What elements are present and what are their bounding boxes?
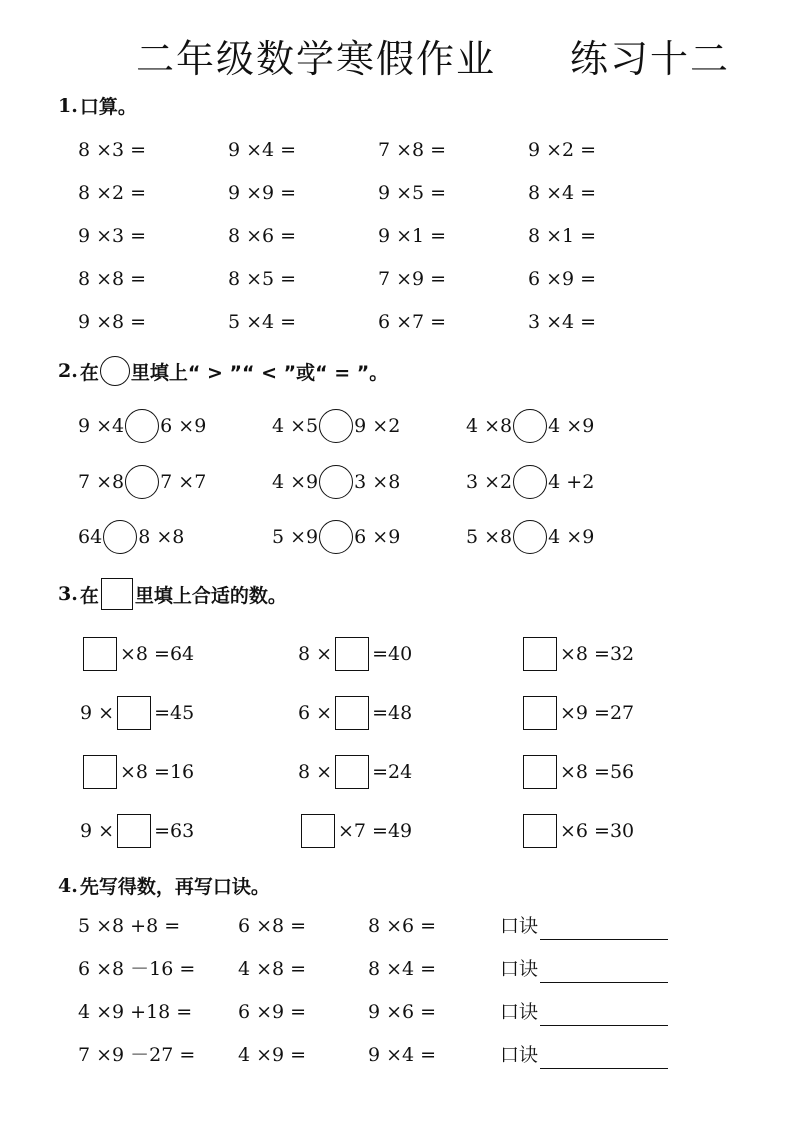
compare-left: 4 ×8: [466, 415, 513, 437]
answer-circle[interactable]: [125, 465, 159, 499]
compare-right: 9 ×2: [354, 415, 401, 437]
oral-problem: 6 ×7 =: [378, 311, 447, 333]
oral-problem: 8 ×6 =: [228, 225, 297, 247]
oral-problem: 9 ×8 =: [78, 311, 147, 333]
koujue-label: 口诀: [500, 1044, 539, 1066]
compare-problem: [272, 462, 400, 502]
answer-box[interactable]: [523, 696, 557, 730]
fill-box-problem: [520, 811, 634, 851]
oral-problem: 6 ×9 =: [528, 268, 597, 290]
oral-problem: 7 ×8 =: [378, 139, 447, 161]
compare-left: 4 ×5: [272, 415, 319, 437]
fill-post: ×8 =16: [120, 761, 195, 783]
oral-problem: 8 ×2 =: [78, 182, 147, 204]
compare-right: 3 ×8: [354, 471, 401, 493]
answer-box[interactable]: [335, 637, 369, 671]
heading-box-icon: [101, 578, 133, 610]
calc-problem: 6 ×9 =: [238, 1001, 307, 1023]
section3-heading: [58, 578, 287, 610]
fill-box-problem: [520, 634, 634, 674]
oral-problem: 9 ×2 =: [528, 139, 597, 161]
compare-problem: [272, 517, 400, 557]
calc-problem: 4 ×9 +18 =: [78, 1001, 193, 1023]
section4-title: 先写得数，再写口诀。: [79, 876, 270, 898]
fill-post: =45: [154, 702, 195, 724]
fill-box-problem: [520, 693, 634, 733]
calc-problem: 4 ×8 =: [238, 958, 307, 980]
compare-right: 7 ×7: [160, 471, 207, 493]
answer-box[interactable]: [301, 814, 335, 848]
oral-problem: 9 ×4 =: [228, 139, 297, 161]
koujue-blank[interactable]: [540, 913, 668, 940]
calc-problem: 8 ×6 =: [368, 915, 437, 937]
heading-circle-icon: [100, 356, 130, 386]
section1-heading: [58, 92, 137, 119]
section1-title: 口算。: [79, 96, 137, 118]
fill-post: =48: [372, 702, 413, 724]
oral-problem: 8 ×1 =: [528, 225, 597, 247]
answer-box[interactable]: [117, 696, 151, 730]
calc-problem: 6 ×8 －16 =: [78, 958, 196, 980]
compare-left: 9 ×4: [78, 415, 125, 437]
compare-left: 5 ×9: [272, 526, 319, 548]
koujue-field: [500, 1035, 668, 1075]
answer-box[interactable]: [335, 696, 369, 730]
oral-problem: 9 ×3 =: [78, 225, 147, 247]
answer-box[interactable]: [335, 755, 369, 789]
compare-right: 4 ×9: [548, 415, 595, 437]
fill-post: =24: [372, 761, 413, 783]
fill-pre: 8 ×: [298, 761, 333, 783]
section2-title-post: 里填上“ > ”“ < ”或“ = ”。: [130, 361, 389, 384]
fill-box-problem: [80, 811, 194, 851]
compare-problem: [466, 406, 594, 446]
compare-problem: [466, 517, 594, 557]
calc-problem: 4 ×9 =: [238, 1044, 307, 1066]
section2-heading: [58, 356, 388, 386]
compare-left: 64: [78, 526, 103, 548]
answer-circle[interactable]: [319, 409, 353, 443]
fill-post: ×8 =56: [560, 761, 635, 783]
compare-problem: [78, 462, 206, 502]
page-title: 二年级数学寒假作业: [136, 37, 497, 81]
calc-problem: 8 ×4 =: [368, 958, 437, 980]
answer-box[interactable]: [83, 637, 117, 671]
fill-pre: 9 ×: [80, 820, 115, 842]
section2-number: 2.: [58, 360, 78, 382]
oral-problem: 8 ×8 =: [78, 268, 147, 290]
section2-title-pre: 在: [79, 361, 99, 384]
fill-post: =40: [372, 643, 413, 665]
fill-post: ×6 =30: [560, 820, 635, 842]
answer-circle[interactable]: [513, 520, 547, 554]
section3-number: 3.: [58, 583, 78, 605]
oral-problem: 9 ×1 =: [378, 225, 447, 247]
koujue-label: 口诀: [500, 915, 539, 937]
answer-circle[interactable]: [513, 465, 547, 499]
fill-post: ×8 =32: [560, 643, 635, 665]
compare-right: 6 ×9: [160, 415, 207, 437]
fill-post: =63: [154, 820, 195, 842]
koujue-blank[interactable]: [540, 999, 668, 1026]
koujue-blank[interactable]: [540, 1042, 668, 1069]
oral-problem: 7 ×9 =: [378, 268, 447, 290]
compare-right: 6 ×9: [354, 526, 401, 548]
calc-problem: 9 ×6 =: [368, 1001, 437, 1023]
calc-problem: 7 ×9 －27 =: [78, 1044, 196, 1066]
calc-problem: 6 ×8 =: [238, 915, 307, 937]
answer-circle[interactable]: [103, 520, 137, 554]
koujue-field: [500, 949, 668, 989]
fill-pre: 9 ×: [80, 702, 115, 724]
fill-box-problem: [298, 693, 412, 733]
koujue-label: 口诀: [500, 1001, 539, 1023]
compare-left: 4 ×9: [272, 471, 319, 493]
answer-box[interactable]: [83, 755, 117, 789]
answer-circle[interactable]: [513, 409, 547, 443]
compare-problem: [466, 462, 594, 502]
fill-box-problem: [80, 634, 194, 674]
oral-problem: 8 ×4 =: [528, 182, 597, 204]
oral-problem: 8 ×3 =: [78, 139, 147, 161]
fill-post: ×7 =49: [338, 820, 413, 842]
oral-problem: 9 ×5 =: [378, 182, 447, 204]
compare-right: 8 ×8: [138, 526, 185, 548]
answer-circle[interactable]: [125, 409, 159, 443]
compare-problem: [78, 517, 184, 557]
compare-right: 4 ×9: [548, 526, 595, 548]
section1-number: 1.: [58, 94, 78, 117]
fill-box-problem: [298, 752, 412, 792]
fill-post: ×9 =27: [560, 702, 635, 724]
fill-box-problem: [298, 634, 412, 674]
answer-box[interactable]: [523, 814, 557, 848]
answer-circle[interactable]: [319, 465, 353, 499]
compare-problem: [78, 406, 206, 446]
compare-left: 7 ×8: [78, 471, 125, 493]
fill-box-problem: [520, 752, 634, 792]
section4-heading: [58, 872, 270, 899]
calc-problem: 5 ×8 +8 =: [78, 915, 181, 937]
compare-left: 5 ×8: [466, 526, 513, 548]
fill-box-problem: [298, 811, 412, 851]
fill-pre: 6 ×: [298, 702, 333, 724]
fill-box-problem: [80, 693, 194, 733]
oral-problem: 8 ×5 =: [228, 268, 297, 290]
compare-left: 3 ×2: [466, 471, 513, 493]
fill-pre: 8 ×: [298, 643, 333, 665]
koujue-field: [500, 906, 668, 946]
page-subtitle: 练习十二: [570, 37, 731, 81]
koujue-blank[interactable]: [540, 956, 668, 983]
section3-title-pre: 在: [79, 584, 99, 607]
section4-number: 4.: [58, 874, 78, 897]
answer-box[interactable]: [523, 755, 557, 789]
compare-right: 4 +2: [548, 471, 595, 493]
section3-title-post: 里填上合适的数。: [134, 584, 287, 607]
compare-problem: [272, 406, 400, 446]
oral-problem: 9 ×9 =: [228, 182, 297, 204]
answer-box[interactable]: [523, 637, 557, 671]
koujue-label: 口诀: [500, 958, 539, 980]
fill-box-problem: [80, 752, 194, 792]
oral-problem: 5 ×4 =: [228, 311, 297, 333]
answer-circle[interactable]: [319, 520, 353, 554]
answer-box[interactable]: [117, 814, 151, 848]
oral-problem: 3 ×4 =: [528, 311, 597, 333]
calc-problem: 9 ×4 =: [368, 1044, 437, 1066]
koujue-field: [500, 992, 668, 1032]
fill-post: ×8 =64: [120, 643, 195, 665]
